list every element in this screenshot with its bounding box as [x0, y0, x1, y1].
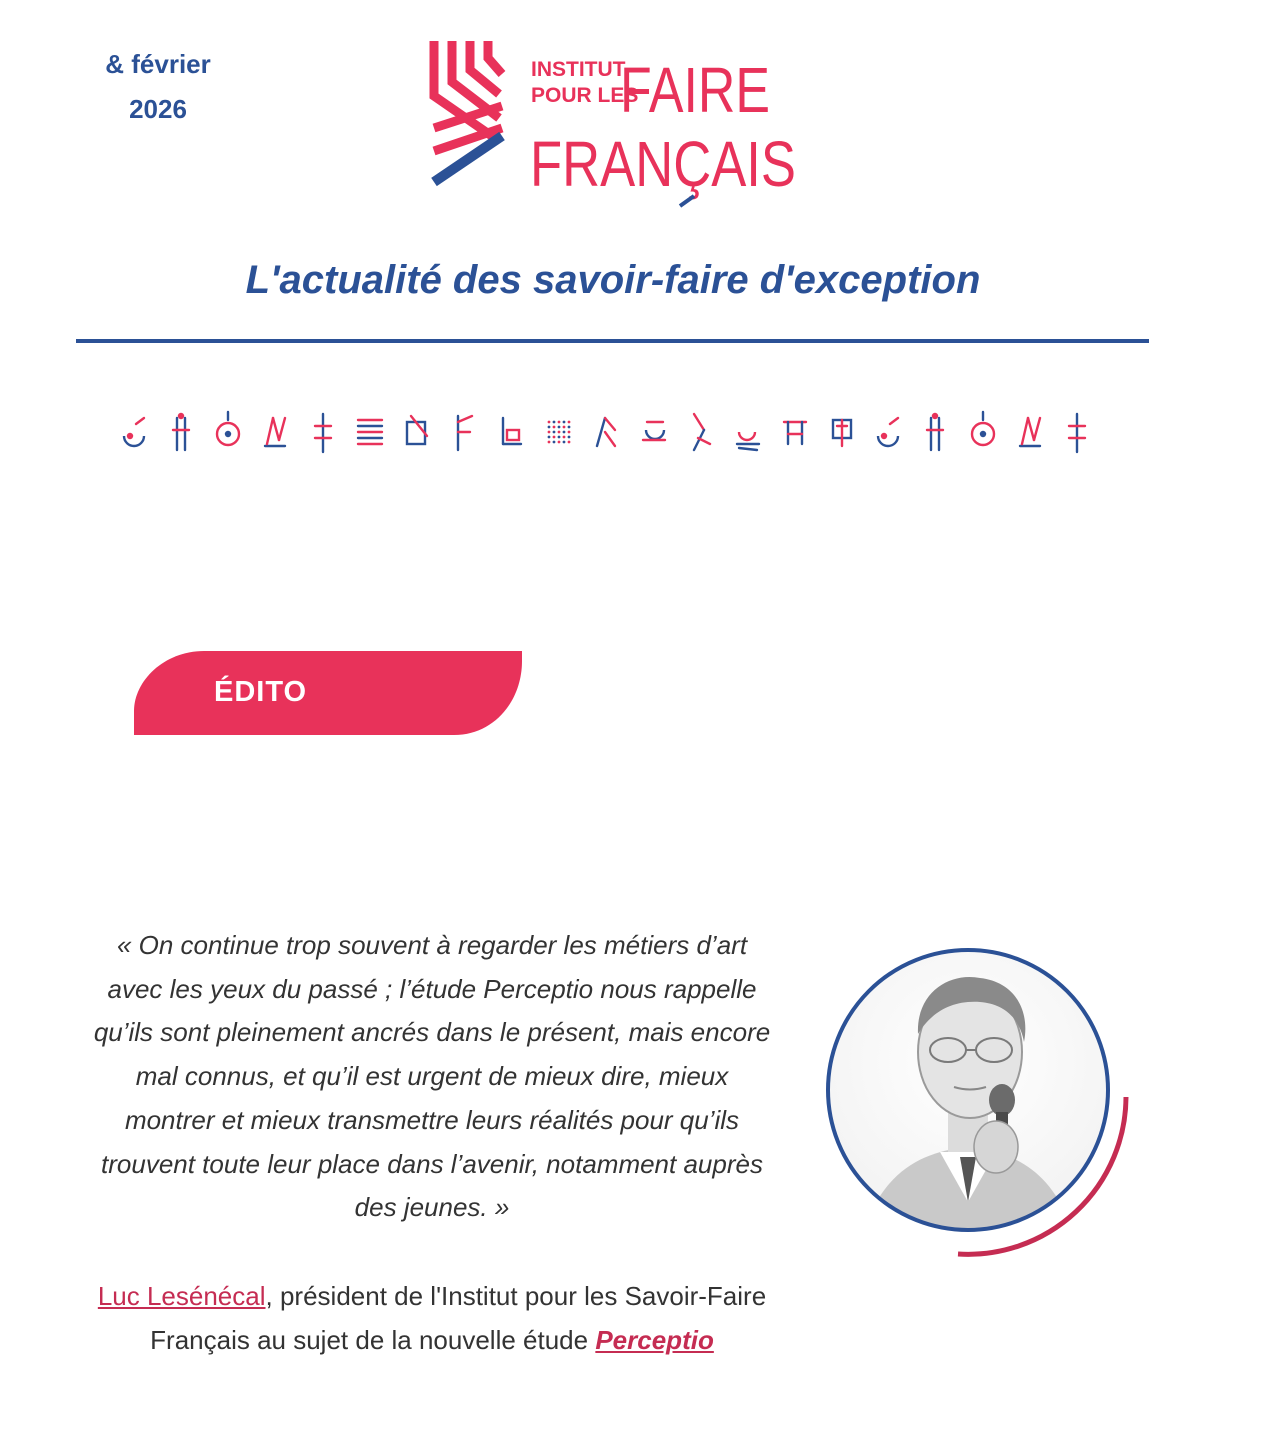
logo-text-institut: INSTITUT [531, 58, 626, 81]
figure-icon [927, 413, 943, 450]
logo-text-pour-les: POUR LES [531, 84, 639, 107]
edito-attribution [92, 1274, 772, 1362]
target-icon [972, 412, 994, 445]
ceramics-icon [124, 418, 144, 446]
issue-date [88, 42, 228, 132]
mountain-icon [1020, 418, 1040, 446]
portrait-avatar-icon [820, 942, 1140, 1262]
newsletter-tagline: L'actualité des savoir-faire d'exception [245, 258, 981, 302]
loom-icon [833, 420, 851, 446]
craft-icons-strip [118, 410, 1108, 456]
issue-date-year: 2026 [129, 94, 187, 124]
author-portrait [820, 942, 1140, 1262]
study-link[interactable]: Perceptio [595, 1325, 714, 1355]
needle-icon [458, 416, 472, 450]
author-description: , président de l'Institut pour les Savoir-Faire Français au sujet de la nouvelle étude [150, 1281, 767, 1355]
boat-icon [737, 432, 759, 450]
mountain-icon [265, 418, 285, 446]
ceramics-icon [878, 418, 898, 446]
issue-date-month: & février [105, 49, 211, 79]
dollar-icon [315, 414, 331, 452]
dollar-icon [1069, 414, 1085, 452]
edito-section-tab [134, 651, 522, 735]
edito-tab-shape-icon [134, 651, 522, 735]
edito-label: ÉDITO [214, 676, 308, 708]
chair-icon [503, 418, 521, 444]
logo-text-francais: FRANÇAIS [530, 128, 796, 200]
grid-dots-icon [548, 421, 571, 444]
logo-emblem-icon [424, 36, 804, 216]
header-divider [76, 339, 1149, 343]
frame-icon [407, 416, 427, 444]
horse-icon [597, 418, 615, 446]
waves-icon [358, 420, 382, 444]
author-link[interactable]: Luc Lesénécal [97, 1281, 266, 1311]
logo-text-faire: FAIRE [620, 54, 770, 126]
bird-icon [694, 414, 710, 450]
hand-icon [643, 422, 665, 440]
figure-icon [173, 413, 189, 450]
institute-logo[interactable] [424, 36, 804, 216]
bench-icon [784, 422, 806, 444]
target-icon [217, 412, 239, 445]
edito-quote: « On continue trop souvent à regarder les métiers d’art avec les yeux du passé ; l’étude Perceptio nous rappelle qu’ils sont pleinement ancrés dans le présent, mais encore mal connus, et qu’il est urgent de mieux dire, mieux montrer et mieux transmettre leurs réalités pour qu’ils trouvent toute leur place dans l’avenir, notamment auprès des jeunes. » [93, 930, 771, 1223]
